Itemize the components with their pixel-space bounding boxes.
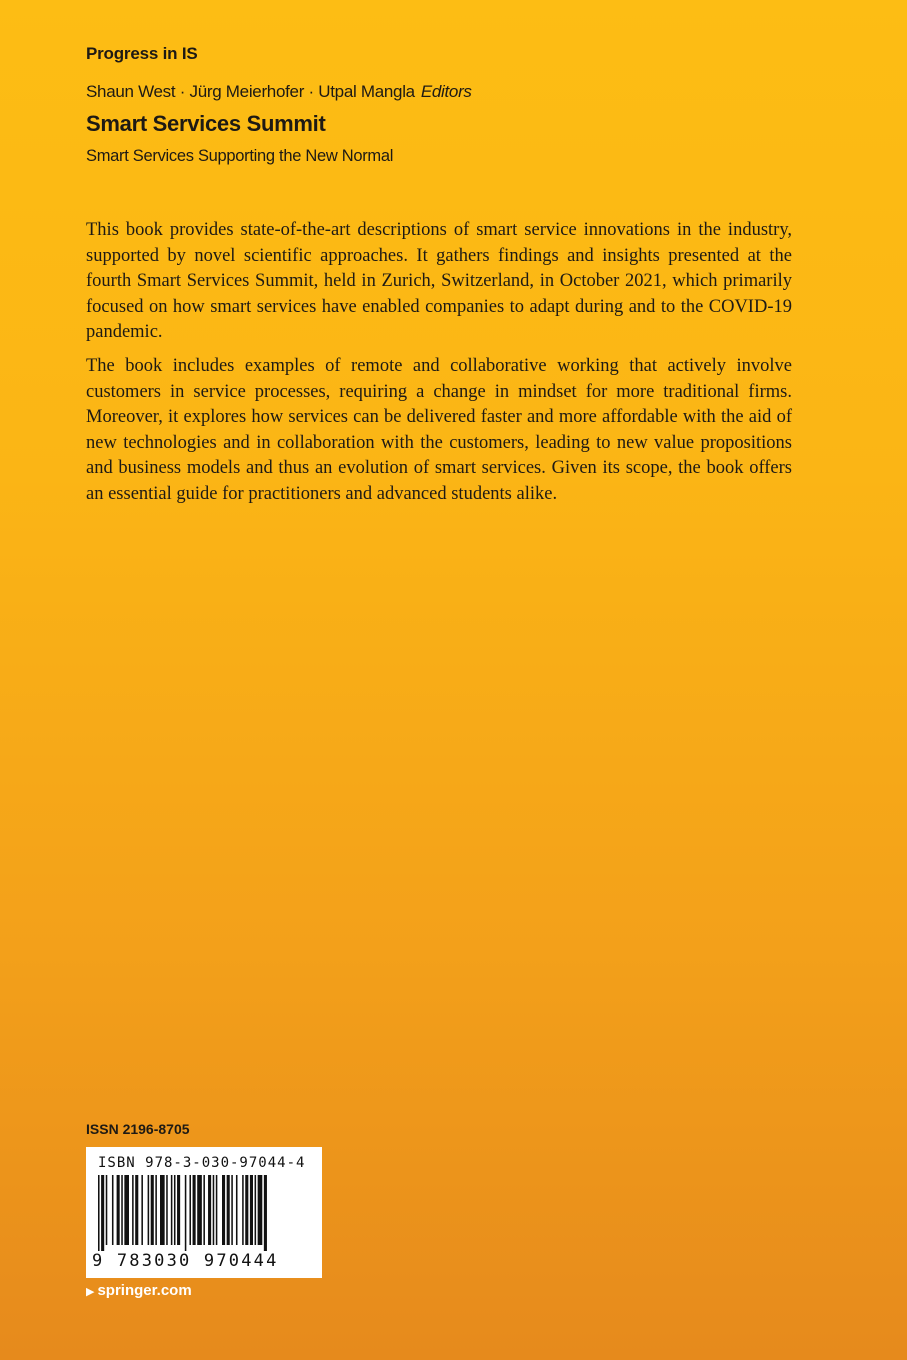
description-paragraph-1: This book provides state-of-the-art descriptions of smart service innovations in the industry, supported by novel scientific approaches. It gathers findings and insights presented at the fourth Smart Services Summit, held in Zurich, Switzerland, in October 2021, which primarily focused on how smart services have enabled companies to adapt during and to the COVID-19 pandemic. [86,220,792,343]
book-description [86,218,792,516]
barcode-bar [245,1175,248,1245]
editor-names: Shaun West · Jürg Meierhofer · Utpal Mangla [86,82,415,101]
barcode-bar [124,1175,129,1245]
barcode-bar [171,1175,173,1245]
barcode-bar [216,1175,218,1245]
barcode-bar [185,1175,187,1251]
barcode-bar [160,1175,165,1245]
barcode-bar [197,1175,202,1245]
editors-line [86,82,472,102]
issn-label: ISSN 2196-8705 [86,1121,190,1137]
barcode-bar [255,1175,257,1245]
barcode-bar [132,1175,134,1245]
barcode-bar [189,1175,191,1245]
barcode-bar [135,1175,138,1245]
barcode-bar [98,1175,100,1251]
barcode-bar [117,1175,120,1245]
barcode-bar [213,1175,215,1245]
barcode-bar [236,1175,238,1245]
barcode-bars [96,1175,312,1251]
publisher-link[interactable] [86,1282,192,1299]
barcode-bar [203,1175,205,1245]
barcode-bar [264,1175,267,1251]
barcode-bar [231,1175,233,1245]
barcode-bar [101,1175,104,1251]
barcode-bar [193,1175,196,1245]
barcode-bar [222,1175,225,1245]
barcode-bar [227,1175,230,1245]
barcode-bar [208,1175,211,1245]
barcode-bar [166,1175,168,1245]
series-name: Progress in IS [86,44,198,63]
description-paragraph-2: The book includes examples of remote and collaborative working that actively involve customers in service processes, requiring a change in mindset for more traditional firms. Moreover, it explores how services can be delivered faster and more affordable with the aid of new technologies and in collaboration with the customers, leading to new value propositions and business models and thus an evolution of smart services. Given its scope, the book offers an essential guide for practitioners and advanced students alike. [86,355,792,504]
book-subtitle: Smart Services Supporting the New Normal [86,147,394,165]
barcode-bar [174,1175,176,1245]
barcode-bar [141,1175,143,1245]
barcode-bar [112,1175,114,1245]
barcode-bar [106,1175,108,1245]
editors-role: Editors [420,82,472,101]
barcode-bar [148,1175,150,1245]
barcode-bar [151,1175,154,1245]
barcode-bar [155,1175,157,1245]
book-title: Smart Services Summit [86,111,326,136]
barcode-digits: 9 783030 970444 [92,1251,279,1271]
barcode-bar [258,1175,263,1245]
arrow-right-icon: ▶ [86,1286,95,1298]
publisher-url: springer.com [97,1282,192,1299]
barcode-bar [177,1175,180,1245]
isbn-barcode [86,1147,322,1278]
isbn-text: ISBN 978-3-030-97044-4 [98,1155,306,1171]
barcode-bar [121,1175,123,1245]
barcode-bar [250,1175,253,1245]
barcode-bar [242,1175,244,1245]
